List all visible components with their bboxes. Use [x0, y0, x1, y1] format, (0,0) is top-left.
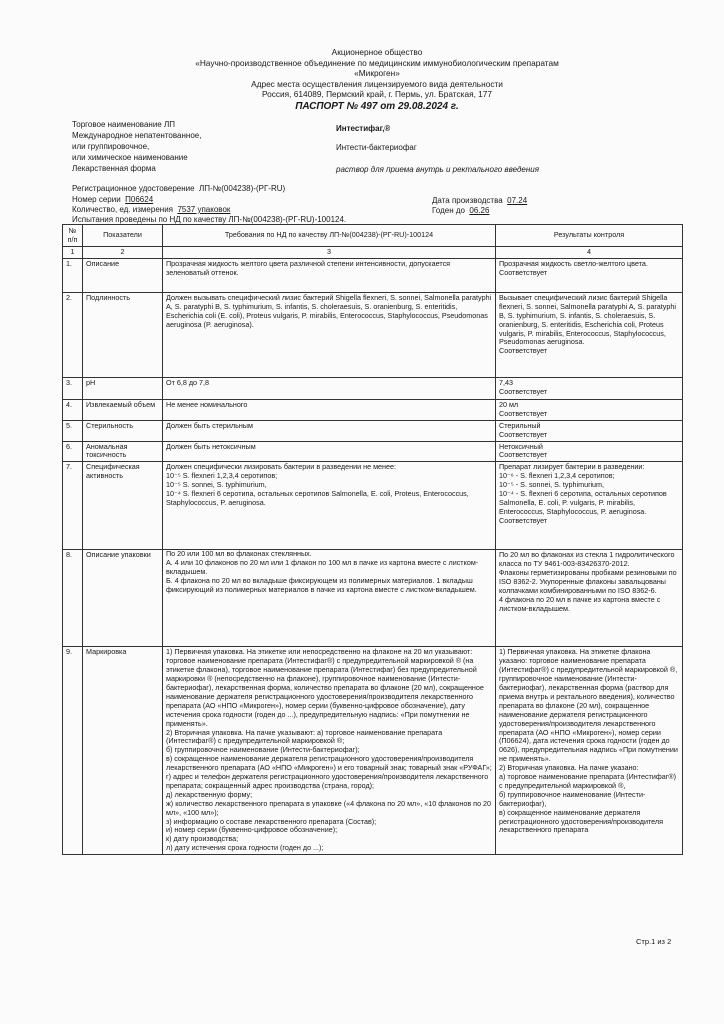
row-requirement — [163, 258, 496, 292]
table-row — [63, 420, 683, 441]
row-result — [496, 258, 683, 292]
inn-value: Интести-бактериофаг — [336, 143, 417, 152]
requirement-line: Б. 4 флакона по 20 мл во вкладыше фиксирующем из полимерных материалов. 1 вкладыш фиксирующий из полимерных материалов в пачке из картона вместе с листком-вкладышем. — [166, 576, 477, 594]
result-line: Вызывает специфический лизис бактерий Shigella flexneri, S. sonnei, Salmonella paratyphi A, S. paratyphi B, S. typhimurium, S. infantis, S. choleraesuis, S. oranienburg, S. enteritidis, Escherichia coli, Proteus vulgaris, P. mirabilis, Enterococcus, Staphylococcus, Pseudomonas aeruginosa. — [499, 292, 676, 347]
requirement-line: 10⁻⁵ S. flexneri 1,2,3,4 серотипов; — [166, 471, 278, 481]
result-line: 2) Вторичная упаковка. На пачке указано: — [499, 763, 639, 773]
production-date-value: 07.24 — [507, 196, 528, 205]
requirement-line: Должен вызывать специфический лизис бактерий Shigella flexneri, S. sonnei, Salmonella paratyphi A, S. paratyphi B, S. typhimurium, S. infantis, S. choleraesuis, S. oranienburg, S. enteritidis, Escherichia coli (E. coli), Proteus vulgaris, P. mirabilis, Enterococcus, Staphylococcus, Pseudomonas aeruginosa (P. aeruginosa). — [166, 292, 492, 329]
table-row — [63, 377, 683, 399]
org-name: «Научно-производственное объединение по медицинским иммунобиологическим препаратам — [195, 57, 559, 68]
row-indicator: Извлекаемый объем — [83, 399, 163, 420]
row-number: 5. — [63, 420, 83, 441]
requirement-line: 10⁻⁴ S. flexneri 6 серотипа, остальных серотипов Salmonella, E. coli, Proteus, Enterococcus, Staphylococcus, P. aeruginosa. — [166, 489, 469, 507]
result-line: Нетоксичный — [499, 441, 543, 451]
production-date-row — [432, 196, 527, 206]
result-line: Соответствует — [499, 450, 548, 460]
result-line: Прозрачная жидкость светло-желтого цвета. — [499, 258, 648, 268]
row-indicator: pH — [83, 377, 163, 399]
result-line: По 20 мл во флаконах из стекла 1 гидролитического класса по ТУ 9461-003-83426370-2012. — [499, 550, 675, 569]
requirement-line: По 20 или 100 мл во флаконах стеклянных. — [166, 549, 312, 559]
result-line: 1) Первичная упаковка. На этикетке флакона указано: торговое наименование препарата (Интестифаг®) с предупредительной маркировкой ®, группировочное наименование (Интести-бактериофаг), лекарственная форма (раствор для приема внутрь и ректального введения), количество препарата во флаконе (20 мл), сокращенное наименование держателя регистрационного удостоверения/производителя лекарственного препарата (АО «НПО «Микроген»), номер серии (П06624), дата истечения срока годности (годен до 0626), предупредительная надпись «При помутнении не применять». — [499, 647, 678, 764]
requirement-line: д) лекарственную форму; — [166, 789, 253, 799]
requirement-line: к) дату производства; — [166, 834, 239, 844]
result-line: Соответствует — [499, 267, 548, 277]
requirement-line: Не менее номинального — [166, 399, 248, 409]
header-indicator: Показатели — [83, 225, 163, 247]
page-number: Стр.1 из 2 — [636, 937, 672, 946]
row-number: 4. — [63, 399, 83, 420]
row-requirement — [163, 462, 496, 550]
row-result — [496, 647, 683, 855]
table-row — [63, 258, 683, 292]
table-row — [63, 399, 683, 420]
result-line: Соответствует — [499, 429, 548, 439]
expiry-value: 06.26 — [469, 206, 490, 215]
row-result — [496, 399, 683, 420]
registration-label: Регистрационное удостоверение — [72, 184, 195, 193]
requirement-line: з) информацию о составе лекарственного препарата (Состав); — [166, 816, 377, 826]
row-number: 8. — [63, 550, 83, 647]
requirement-line: 10⁻⁵ S. sonnei, S. typhimurium, — [166, 480, 267, 490]
row-number: 3. — [63, 377, 83, 399]
requirement-line: Должен быть стерильным — [166, 420, 253, 430]
production-date-label: Дата производства — [432, 196, 503, 205]
row-result — [496, 420, 683, 441]
colnum-1: 1 — [63, 247, 83, 259]
row-requirement — [163, 420, 496, 441]
row-result — [496, 292, 683, 377]
result-line: 10⁻⁵ - S. sonnei, S. typhimurium, — [499, 480, 605, 490]
row-indicator: Описание — [83, 258, 163, 292]
table-colnum-row — [63, 247, 683, 259]
requirement-line: Прозрачная жидкость желтого цвета различной степени интенсивности, допускается зеленоватый оттенок. — [166, 258, 451, 277]
table-row — [63, 441, 683, 462]
page-title: ПАСПОРТ № 497 от 29.08.2024 г. — [295, 100, 459, 112]
requirement-line: 1) Первичная упаковка. На этикетке или непосредственно на флаконе на 20 мл указывают: торговое наименование препарата (Интестифаг®) с предупредительной маркировкой ® (на этикетке флакона), торговое наименование препарата (Интестифаг) без предупредительной маркировки ® (непосредственно на флаконе), группировочное наименование (Интести-бактериофаг), лекарственная форма, количество препарата во флаконе (20 мл), сокращенное наименование держателя регистрационного удостоверения/производителя лекарственного препарата (АО «НПО «Микроген»), номер серии (буквенно-цифровое обозначение), дату истечения срока годности (годен до ...), предупредительную надпись: «При помутнении не применять». — [166, 647, 484, 728]
result-line: а) торговое наименование препарата (Интестифаг®) с предупредительной маркировкой ®, — [499, 772, 677, 790]
org-short-name: «Микроген» — [354, 68, 400, 79]
result-line: 10⁻⁶ - S. flexneri 1,2,3,4 серотипов; — [499, 471, 615, 481]
row-result — [496, 462, 683, 550]
result-line: Флаконы герметизированы пробками резиновыми по ISO 8362-2. Укупоренные флаконы завальцованы колпачками комбинированными по ISO 8362-6. — [499, 568, 677, 595]
result-line: Соответствует — [499, 386, 548, 396]
table-header-row — [63, 225, 683, 247]
row-indicator: Подлинность — [83, 292, 163, 377]
registration-value: ЛП-№(004238)-(РГ-RU) — [199, 184, 286, 193]
trade-name-value: Интестифаг,® — [336, 124, 391, 133]
row-requirement — [163, 377, 496, 399]
requirement-line: в) сокращенное наименование держателя регистрационного удостоверения/производителя лекарственного препарата (АО «НПО «Микроген») и его товарный знак; товарный знак «РУФАГ»; — [166, 754, 492, 773]
address: Россия, 614089, Пермский край, г. Пермь, ул. Братская, 177 — [261, 89, 493, 100]
quality-table — [62, 224, 683, 855]
requirement-line: ж) количество лекарственного препарата в упаковке («4 флакона по 20 мл», «10 флаконов по 20 мл», «100 мл»); — [166, 798, 492, 817]
inn-label-1: Международное непатентованное, — [72, 131, 202, 140]
row-result — [496, 550, 683, 647]
expiry-row — [432, 206, 489, 216]
row-requirement — [163, 399, 496, 420]
row-requirement — [163, 441, 496, 462]
quantity-value: 7537 упаковок — [177, 205, 231, 214]
row-indicator: Описание упаковки — [83, 550, 163, 647]
header-results: Результаты контроля — [496, 225, 683, 247]
requirement-line: л) дату истечения срока годности (годен до ...); — [166, 843, 324, 853]
requirement-line: А. 4 или 10 флаконов по 20 мл или 1 флакон по 100 мл в пачке из картона вместе с листком-вкладышем. — [166, 558, 479, 577]
form-label: Лекарственная форма — [72, 164, 156, 173]
row-indicator: Аномальная токсичность — [83, 441, 163, 462]
quantity-label: Количество, ед. измерения — [72, 205, 173, 214]
form-value: раствор для приема внутрь и ректального введения — [336, 165, 539, 174]
result-line: в) сокращенное наименование держателя регистрационного удостоверения/производителя лекарственного препарата — [499, 807, 664, 835]
series-row — [72, 195, 153, 205]
row-number: 1. — [63, 258, 83, 292]
table-row — [63, 550, 683, 647]
row-indicator: Специфическая активность — [83, 462, 163, 550]
row-number: 2. — [63, 292, 83, 377]
org-type: Акционерное общество — [331, 47, 423, 57]
requirement-line: б) группировочное наименование (Интести-бактериофаг); — [166, 745, 360, 755]
result-line: Соответствует — [499, 346, 548, 356]
quantity-row — [72, 205, 230, 215]
colnum-4: 4 — [496, 247, 683, 259]
result-line: 7,43 — [499, 377, 513, 387]
inn-label-2: или группировочное, — [72, 142, 150, 151]
row-result — [496, 377, 683, 399]
trade-name-label: Торговое наименование ЛП — [72, 120, 175, 129]
result-line: Соответствует — [499, 515, 548, 525]
colnum-3: 3 — [163, 247, 496, 259]
row-requirement — [163, 292, 496, 377]
row-number: 6. — [63, 441, 83, 462]
series-value: П06624 — [125, 195, 154, 204]
result-line: Соответствует — [499, 408, 548, 418]
registration-row — [72, 184, 285, 194]
tests-line: Испытания проведены по НД по качеству ЛП-№(004238)-(РГ-RU)-100124. — [72, 215, 347, 224]
requirement-line: От 6,8 до 7,8 — [166, 377, 210, 387]
address-label: Адрес места осуществления лицензируемого вида деятельности — [251, 78, 503, 89]
result-line: 4 флакона по 20 мл в пачке из картона вместе с листком-вкладышем. — [499, 594, 661, 613]
result-line: б) группировочное наименование (Интести-бактериофаг), — [499, 789, 646, 808]
row-number: 9. — [63, 647, 83, 855]
row-requirement — [163, 647, 496, 855]
expiry-label: Годен до — [432, 206, 465, 215]
requirement-line: 2) Вторичная упаковка. На пачке указывают: а) торговое наименование препарата (Интестифаг®) с предупредительной маркировкой ®; — [166, 727, 443, 746]
row-requirement — [163, 550, 496, 647]
requirement-line: Должен быть нетоксичным — [166, 441, 256, 451]
requirement-line: Должен специфически лизировать бактерии в разведении не менее: — [166, 462, 396, 472]
colnum-2: 2 — [83, 247, 163, 259]
inn-label-3: или химическое наименование — [72, 153, 188, 162]
row-result — [496, 441, 683, 462]
table-row — [63, 292, 683, 377]
requirement-line: и) номер серии (буквенно-цифровое обозначение); — [166, 825, 338, 835]
header-requirements: Требования по НД по качеству ЛП-№(004238)-(РГ-RU)-100124 — [163, 225, 496, 247]
result-line: Препарат лизирует бактерии в разведении: — [499, 462, 645, 472]
header-num: № п/п — [63, 225, 83, 247]
result-line: Стерильный — [499, 420, 541, 430]
row-number: 7. — [63, 462, 83, 550]
table-row — [63, 647, 683, 855]
result-line: 10⁻⁴ - S. flexneri 6 серотипа, остальных серотипов Salmonella, E. coli, P. vulgaris, P. mirabilis, Enterococcus, Staphylococcus, P. aeruginosa. — [499, 489, 667, 516]
row-indicator: Маркировка — [83, 647, 163, 855]
row-indicator: Стерильность — [83, 420, 163, 441]
table-row — [63, 462, 683, 550]
document-header — [150, 47, 604, 113]
requirement-line: г) адрес и телефон держателя регистрационного удостоверения/производителя лекарственного препарата; сокращенный адрес производства (страна, город); — [166, 772, 489, 790]
series-label: Номер серии — [72, 195, 121, 204]
result-line: 20 мл — [499, 399, 519, 409]
